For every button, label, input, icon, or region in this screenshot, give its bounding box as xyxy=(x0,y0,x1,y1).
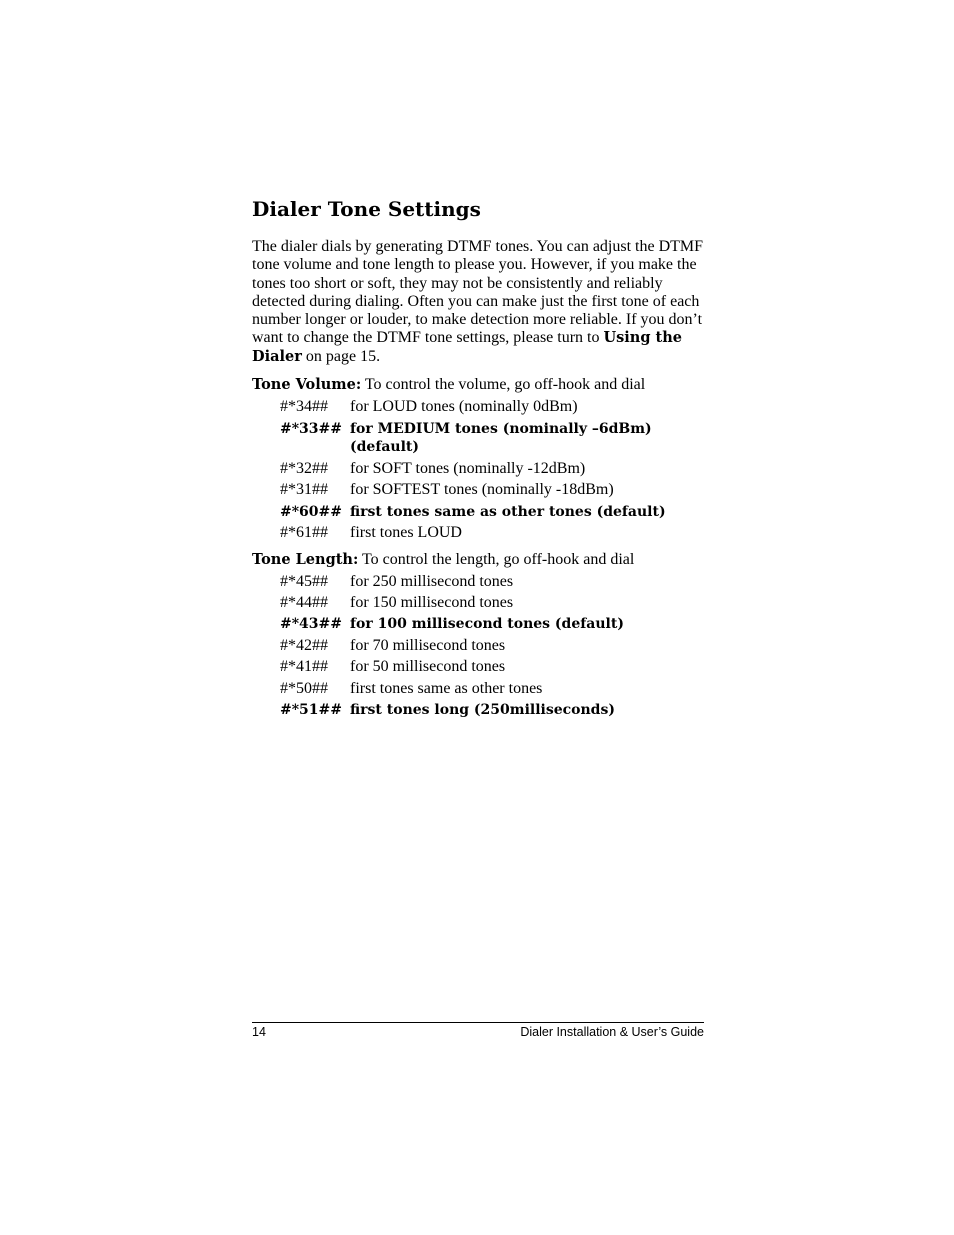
dial-code: #*34## xyxy=(280,398,328,416)
dial-code: #*61## xyxy=(280,524,328,542)
code-description: first tones long (250milliseconds) xyxy=(350,701,615,718)
tone-length-label: Tone Length: xyxy=(252,550,359,568)
code-description: for LOUD tones (nominally 0dBm) xyxy=(350,398,578,416)
code-description: for SOFTEST tones (nominally -18dBm) xyxy=(350,481,614,499)
code-description: for 100 millisecond tones (default) xyxy=(350,616,624,633)
page-title: Dialer Tone Settings xyxy=(252,197,481,221)
intro-text: The dialer dials by generating DTMF tones. You can adjust the DTMF tone volume and tone length to please you. However, if you make the tones too short or soft, they may not be consistently and reliably detected during dialing. Often you can make just the first tone of each number longer or louder, to make detection more reliable. If you don’t want to change the DTMF tone settings, please turn to xyxy=(252,238,704,347)
intro-paragraph xyxy=(252,238,704,366)
code-description: for 250 millisecond tones xyxy=(350,572,514,590)
dial-code: #*43## xyxy=(280,616,342,633)
code-row xyxy=(280,680,704,699)
tone-volume-text: To control the volume, go off-hook and dial xyxy=(361,376,646,394)
dial-code: #*51## xyxy=(280,701,342,718)
dial-code: #*50## xyxy=(280,679,328,697)
guide-title: Dialer Installation & User’s Guide xyxy=(520,1025,704,1039)
intro-suffix: on page 15. xyxy=(301,347,381,365)
code-row xyxy=(280,594,704,613)
tone-length-text: To control the length, go off-hook and dial xyxy=(358,550,635,568)
code-row xyxy=(280,637,704,656)
dial-code: #*45## xyxy=(280,572,328,590)
code-description: for 150 millisecond tones xyxy=(350,593,514,611)
code-row xyxy=(280,460,704,479)
dial-code: #*33## xyxy=(280,420,342,437)
code-description: for SOFT tones (nominally -12dBm) xyxy=(350,459,586,477)
code-description: first tones LOUD xyxy=(350,524,462,542)
cross-reference: Using the Dialer xyxy=(252,329,682,365)
tone-length-codes xyxy=(280,573,704,720)
code-row xyxy=(280,524,704,543)
dial-code: #*60## xyxy=(280,503,342,520)
code-row xyxy=(280,573,704,592)
code-row-default xyxy=(280,615,704,634)
tone-volume-label: Tone Volume: xyxy=(252,376,362,394)
page-content xyxy=(252,196,704,726)
dial-code: #*31## xyxy=(280,481,328,499)
code-row xyxy=(280,481,704,500)
code-description: first tones same as other tones xyxy=(350,679,543,697)
code-row-default xyxy=(280,503,704,522)
dial-code: #*42## xyxy=(280,636,328,654)
page-footer xyxy=(252,1022,704,1039)
tone-volume-intro xyxy=(252,375,704,394)
code-row xyxy=(280,658,704,677)
code-row-default xyxy=(280,420,704,457)
code-description: first tones same as other tones (default) xyxy=(350,503,666,520)
code-row-bold xyxy=(280,701,704,720)
tone-volume-codes xyxy=(280,398,704,543)
dial-code: #*32## xyxy=(280,459,328,477)
code-description: for 70 millisecond tones xyxy=(350,636,506,654)
tone-length-intro xyxy=(252,550,704,569)
code-description: for 50 millisecond tones xyxy=(350,658,506,676)
code-row xyxy=(280,398,704,417)
dial-code: #*44## xyxy=(280,593,328,611)
code-description: for MEDIUM tones (nominally –6dBm) (default) xyxy=(350,420,652,456)
page-number: 14 xyxy=(252,1025,266,1039)
dial-code: #*41## xyxy=(280,658,328,676)
